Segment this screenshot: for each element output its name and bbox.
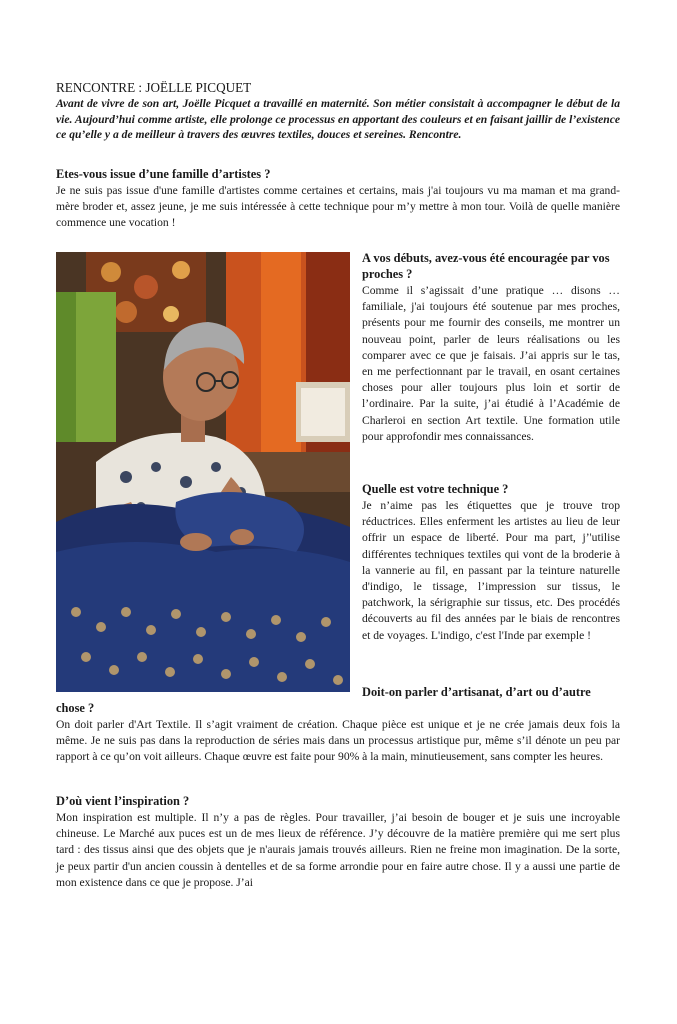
section-art [56, 700, 620, 766]
section-inspiration [56, 793, 620, 891]
article-intro: Avant de vivre de son art, Joëlle Picquet a travaillé en maternité. Son métier consistait à accompagner le début de la vie. Aujourd’hui comme artiste, elle prolonge ce processus en apportant des couleurs et en faisant jaillir de l’existence ce qu’elle y a de meilleur à travers des œuvres textiles, douces et sereines. Rencontre. [56, 97, 620, 141]
question-technique: Quelle est votre technique ? [362, 482, 509, 496]
section-technique [362, 481, 620, 644]
artist-photo-illustration [56, 252, 350, 692]
answer-art: On doit parler d'Art Textile. Il s’agit vraiment de création. Chaque pièce est unique et je ne crée jamais deux fois la même. Je ne suis pas dans la reproduction de séries mais dans un processus artistique pur, même s’il dénote un peu par rapport à ce qu’on voit ailleurs. Chaque œuvre est faite pour 90% à la main, minutieusement, sans compter les heures. [56, 718, 620, 764]
question-encouragement: A vos débuts, avez-vous été encouragée par vos proches ? [362, 251, 610, 281]
answer-inspiration: Mon inspiration est multiple. Il n’y a pas de règles. Pour travailler, j’ai besoin de bouger et je suis une incroyable chineuse. Le Marché aux puces est un de mes lieux de référence. J’y découvre de la matière première qui me sert plus tard : des tissus ainsi que des objets que je n'aurais jamais trouvés ailleurs. Rien ne freine mon imagination. De la sorte, je peux partir d'un ancien coussin à dentelles et de sa forme arrondie pour en faire autre chose. Il y a aussi une partie de mon existence dans ce que je propose. J’ai [56, 811, 620, 889]
answer-encouragement: Comme il s’agissait d’une pratique … disons … familiale, j'ai toujours été soutenue par mes proches, présents pour me fournir des conseils, me montrer un nouveau point, parler de leurs réalisations ou les comparer avec ce que je faisais. J’ai appris sur le tas, en me perfectionnant par le travail, en osant certaines choses pour aller toujours plus loin et sortir de l’ordinaire. Par la suite, j’ai étudié à l’Académie de Charleroi en section Art textile. Une formation utile pour approfondir mes connaissances. [362, 284, 620, 443]
answer-technique: Je n’aime pas les étiquettes que je trouve trop réductrices. Elles enferment les artistes au lieu de leur offrir un espace de liberté. Pour ma part, j’'utilise différentes techniques textiles qui vont de la broderie à la vannerie au fil, en passant par la teinture naturelle d'indigo, le tissage, l’impression sur tissus, le patchwork, la sérigraphie sur tissus, etc. Des procédés découverts au fil des années par le biais de rencontres et de voyages. L'indigo, c'est l'Inde par exemple ! [362, 499, 620, 642]
question-art-part2: chose ? [56, 701, 95, 715]
section-encouragement [362, 250, 620, 445]
question-inspiration: D’où vient l’inspiration ? [56, 794, 190, 808]
question-family: Etes-vous issue d’une famille d’artistes ? [56, 167, 271, 181]
question-art-part1: Doit-on parler d’artisanat, d’art ou d’autre [362, 685, 591, 699]
answer-family: Je ne suis pas issue d'une famille d'artistes comme certaines et certains, mais j'ai toujours vu ma maman et ma grand-mère broder et, assez jeune, je me suis intéressée à cette technique pour m’y mettre à mon tour. Voilà de quelle manière commence une vocation ! [56, 184, 620, 230]
artist-photo [56, 252, 350, 692]
article-title: RENCONTRE : JOËLLE PICQUET [56, 80, 252, 95]
section-family [56, 166, 620, 232]
